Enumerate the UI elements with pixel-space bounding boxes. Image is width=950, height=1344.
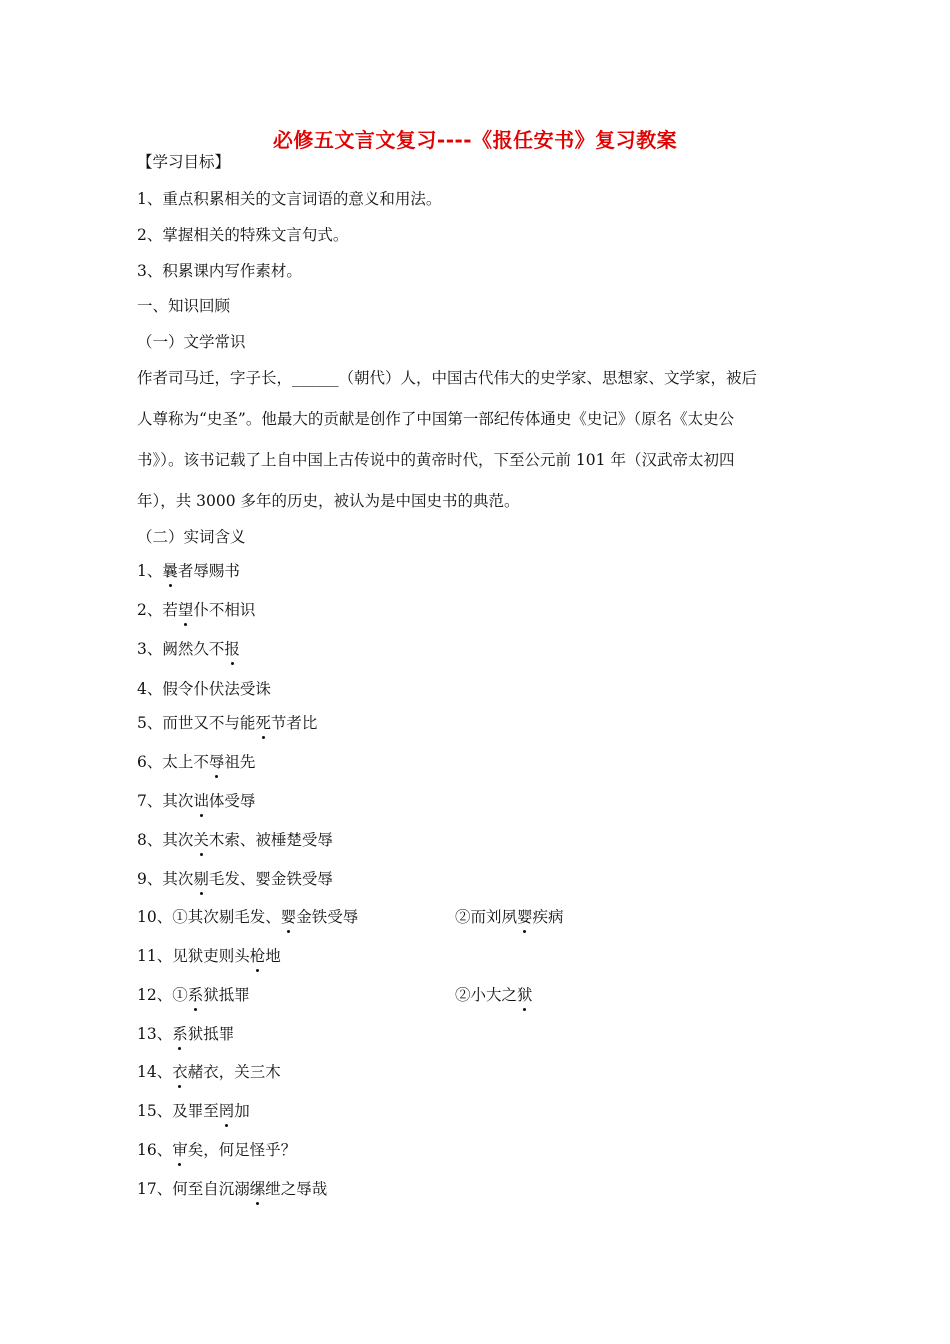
item-text: 祖先	[224, 753, 256, 771]
item-text: 11、见狱吏则头	[137, 947, 250, 965]
list-item	[137, 985, 533, 1005]
item-text: 8、其次	[137, 831, 194, 849]
item-text: 1、	[137, 562, 163, 580]
emphasized-character: 死	[255, 714, 271, 732]
item-text: 5、而世又不与能	[137, 714, 256, 732]
item-text: 者辱赐书	[177, 562, 240, 580]
list-item	[137, 600, 255, 620]
item-text: ②而刘夙	[455, 908, 518, 926]
emphasized-character: 系	[187, 986, 204, 1004]
emphasized-character: 关	[193, 831, 209, 849]
emphasized-character: 狱	[517, 986, 533, 1004]
item-text: 15、及罪至	[137, 1102, 219, 1120]
item-text: 17、何至自沉溺	[137, 1180, 250, 1198]
emphasized-character: 诎	[193, 792, 209, 810]
document-title: 必修五文言文复习----《报任安书》复习教案	[272, 128, 678, 152]
list-item	[137, 561, 240, 581]
emphasized-character: 衣	[172, 1063, 188, 1081]
item-text: 6、太上不	[137, 753, 209, 771]
list-item	[137, 830, 333, 850]
item-text: 金铁受辱	[296, 908, 359, 926]
goals-heading: 【学习目标】	[137, 153, 231, 171]
emphasized-character: 罔	[218, 1102, 235, 1120]
goal-item: 3、积累课内写作素材。	[137, 262, 302, 280]
subsection-heading: （一）文学常识	[137, 333, 246, 351]
emphasized-character: 系	[172, 1025, 188, 1043]
item-text: 疾病	[532, 908, 564, 926]
emphasized-character: 审	[172, 1141, 188, 1159]
list-item-option	[455, 907, 564, 927]
item-text: 节者比	[270, 714, 318, 732]
paragraph-line: 作者司马迁，字子长，______（朝代）人，中国古代伟大的史学家、思想家、文学家，被后	[137, 369, 758, 387]
list-item	[137, 791, 255, 811]
item-text: ②小大之	[455, 986, 518, 1004]
list-item	[137, 639, 240, 659]
paragraph-line: 年），共 3000 多年的历史，被认为是中国史书的典范。	[137, 492, 520, 510]
emphasized-character: 缧	[249, 1180, 266, 1198]
item-text: 3、阙然久不	[137, 640, 225, 658]
list-item	[137, 1062, 281, 1082]
item-text: 赭衣，关三木	[187, 1063, 281, 1081]
item-text: 毛发、婴金铁受辱	[208, 870, 333, 888]
item-text: 矣，何足怪乎？	[187, 1141, 297, 1159]
emphasized-character: 望	[177, 601, 194, 619]
section-heading: 一、知识回顾	[137, 297, 231, 315]
emphasized-character: 婴	[517, 908, 533, 926]
list-item	[137, 1101, 250, 1121]
item-text: 狱抵罪	[187, 1025, 235, 1043]
subsection-heading: （二）实词含义	[137, 528, 246, 546]
item-text: 狱抵罪	[203, 986, 250, 1004]
item-text: 地	[265, 947, 281, 965]
item-text: 9、其次	[137, 870, 194, 888]
item-text: 加	[234, 1102, 250, 1120]
item-text: 12、①	[137, 986, 188, 1004]
list-item	[137, 1024, 234, 1044]
emphasized-character: 报	[224, 640, 240, 658]
item-text: 绁之辱哉	[265, 1180, 328, 1198]
emphasized-character: 枪	[249, 947, 266, 965]
list-item	[137, 752, 255, 772]
paragraph-line: 书》）。该书记载了上自中国上古传说中的黄帝时代，下至公元前 101 年（汉武帝太初四	[137, 451, 735, 469]
item-text: 木索、被棰楚受辱	[208, 831, 333, 849]
list-item	[137, 1179, 327, 1199]
emphasized-character: 辱	[208, 753, 225, 771]
list-item	[137, 907, 564, 927]
list-item	[137, 1140, 296, 1160]
item-text: 体受辱	[208, 792, 256, 810]
emphasized-character: 曩	[162, 562, 178, 580]
item-text: 仆不相识	[193, 601, 256, 619]
list-item-option	[455, 985, 533, 1005]
item-text: 13、	[137, 1025, 173, 1043]
item-text: 4、假令仆伏法受诛	[137, 680, 271, 698]
item-text: 10、①其次剔毛发、	[137, 908, 281, 926]
list-item	[137, 713, 317, 733]
list-item	[137, 679, 271, 699]
goal-item: 1、重点积累相关的文言词语的意义和用法。	[137, 190, 442, 208]
list-item	[137, 946, 281, 966]
emphasized-character: 婴	[280, 908, 297, 926]
item-text: 16、	[137, 1141, 173, 1159]
list-item	[137, 869, 333, 889]
item-text: 2、若	[137, 601, 178, 619]
paragraph-line: 人尊称为“史圣”。他最大的贡献是创作了中国第一部纪传体通史《史记》（原名《太史公	[137, 410, 735, 428]
item-text: 14、	[137, 1063, 173, 1081]
goal-item: 2、掌握相关的特殊文言句式。	[137, 226, 349, 244]
emphasized-character: 剔	[193, 870, 209, 888]
item-text: 7、其次	[137, 792, 194, 810]
